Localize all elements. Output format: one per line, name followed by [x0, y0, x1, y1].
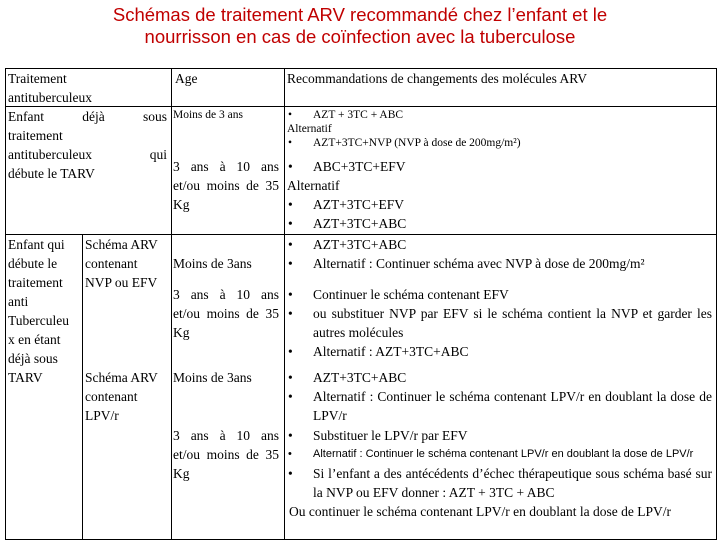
list-item: • Alternatif : Continuer le schéma contenant LPV/r en doublant la dose de LPV/r [287, 445, 712, 464]
page-title: Schémas de traitement ARV recommandé chez l’enfant et le nourrisson en cas de coïnfection avec la tuberculose [112, 4, 608, 47]
col-divider [284, 69, 285, 539]
list-item: Alternatif [287, 123, 332, 135]
list-item: • AZT+3TC+ABC [287, 235, 712, 254]
list-item: • Alternatif : Continuer le schéma contenant LPV/r en doublant la dose de LPV/r [287, 387, 712, 425]
row1-age-3to10: 3 ans à 10 ans et/ou moins de 35 Kg [173, 159, 279, 212]
list-item: • AZT+3TC+ABC [287, 214, 712, 233]
row2-reco-3to10-lpv [287, 426, 712, 521]
schema-lpv: Schéma ARV contenant LPV/r [85, 370, 158, 423]
list-item: • Alternatif : Continuer schéma avec NVP à dose de 200mg/m² [287, 254, 712, 273]
schema-nvp-efv: Schéma ARV contenant NVP ou EFV [85, 237, 158, 290]
row2-age-under3: Moins de 3ans [173, 256, 252, 271]
row1-label: Enfant déjà sous traitement antituberculeux qui débute le TARV [8, 109, 167, 181]
list-item: • Alternatif : AZT+3TC+ABC [287, 342, 712, 361]
col-divider [82, 234, 83, 539]
row1-reco-under3 [287, 108, 712, 150]
arv-table [5, 68, 717, 540]
row2-age-under3-lpv: Moins de 3ans [173, 370, 252, 385]
row2-reco-under3 [287, 235, 712, 273]
list-item: Alternatif [287, 178, 340, 193]
list-item: • AZT+3TC+NVP (NVP à dose de 200mg/m²) [287, 136, 712, 150]
row1-age-under3: Moins de 3 ans [173, 109, 243, 121]
list-item: • AZT+3TC+EFV [287, 195, 712, 214]
list-item: • Substituer le LPV/r par EFV [287, 426, 712, 445]
row1-reco-3to10 [287, 157, 712, 233]
col-divider [171, 69, 172, 539]
header-age: Age [175, 71, 198, 86]
row2-reco-3to10 [287, 285, 712, 361]
row2-age-3to10: 3 ans à 10 ans et/ou moins de 35 Kg [173, 287, 279, 340]
list-item: • ou substituer NVP par EFV si le schéma contient la NVP et garder les autres molécules [287, 304, 712, 342]
list-item: • ABC+3TC+EFV [287, 157, 712, 176]
header-treatment: Traitement antituberculeux [8, 71, 92, 105]
list-item: Ou continuer le schéma contenant LPV/r en doublant la dose de LPV/r [289, 504, 672, 519]
list-item: • AZT+3TC+ABC [287, 368, 712, 387]
row2-reco-under3-lpv [287, 368, 712, 425]
row2-label: Enfant qui débute le traitement anti Tuberculeu x en étant déjà sous TARV [8, 237, 69, 385]
list-item: • Continuer le schéma contenant EFV [287, 285, 712, 304]
list-item: • Si l’enfant a des antécédents d’échec thérapeutique sous schéma basé sur la NVP ou EFV donner : AZT + 3TC + ABC [287, 464, 712, 502]
row2-age-3to10-lpv: 3 ans à 10 ans et/ou moins de 35 Kg [173, 428, 279, 481]
list-item: • AZT + 3TC + ABC [287, 108, 712, 122]
header-recommendations: Recommandations de changements des molécules ARV [287, 71, 587, 86]
